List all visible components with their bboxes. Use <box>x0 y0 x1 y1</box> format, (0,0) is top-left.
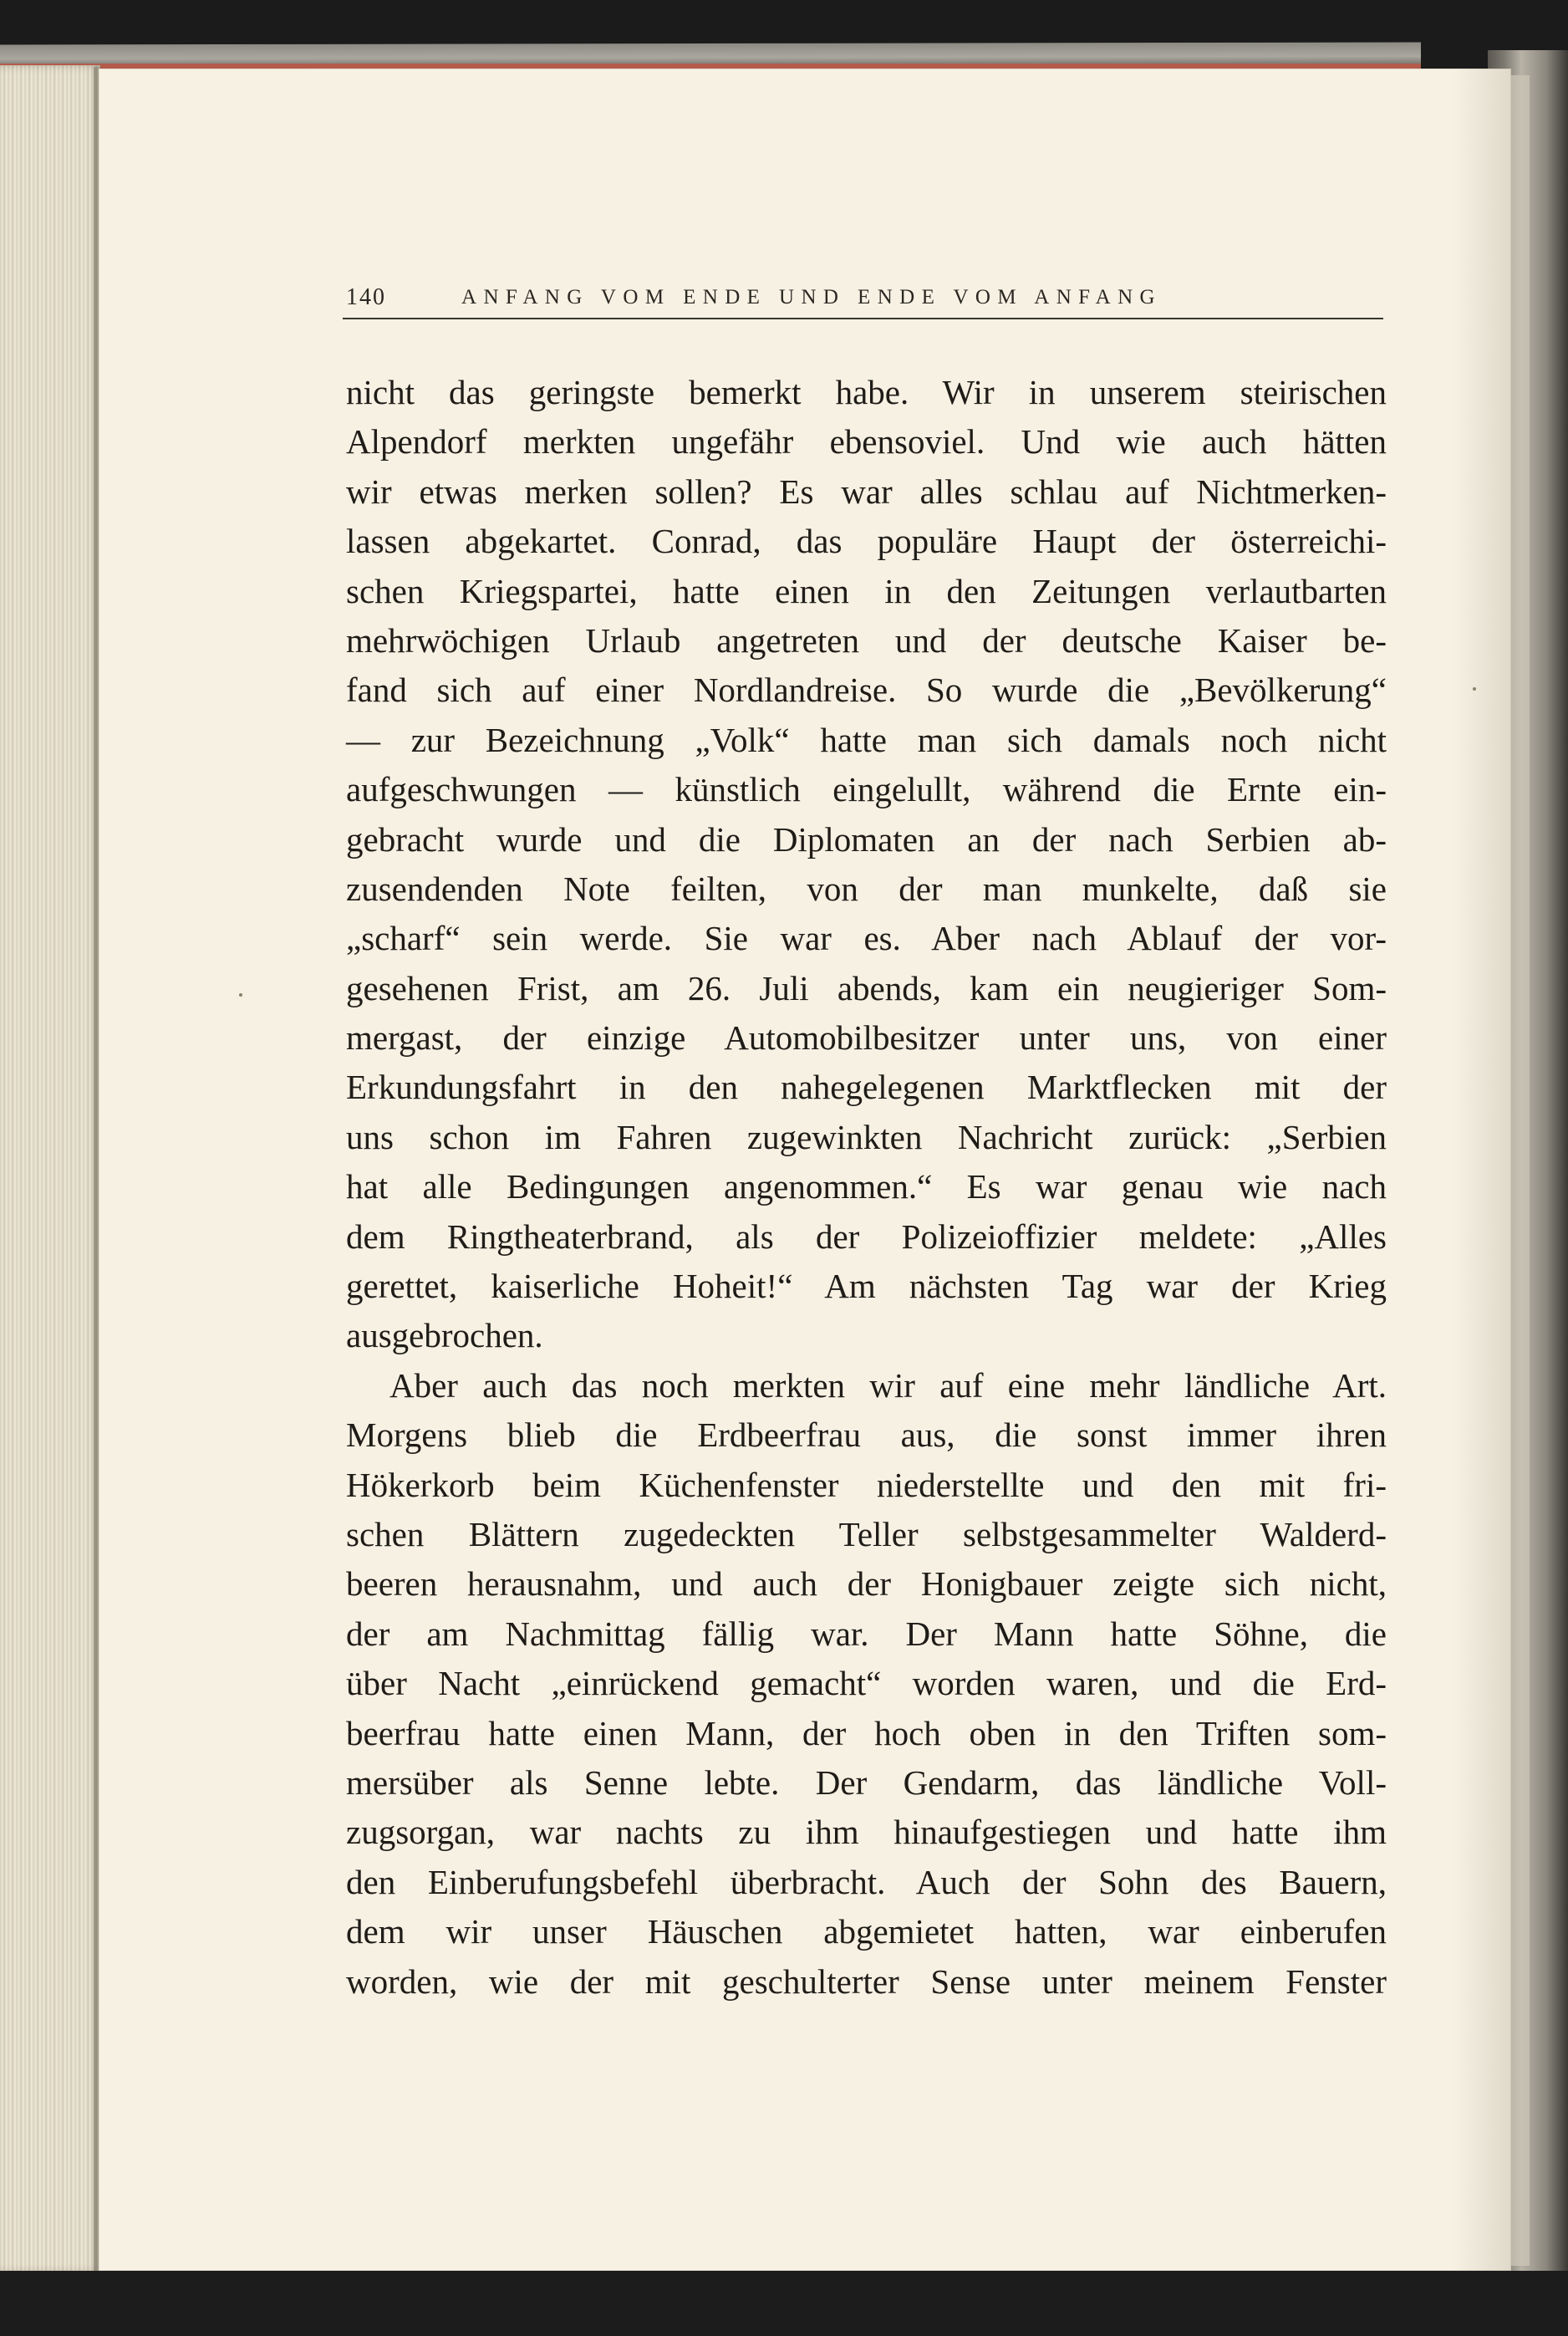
text-line: schen Blättern zugedeckten Teller selbstgesammelter Walderd- <box>346 1514 1387 1553</box>
text-line: „scharf“ sein werde. Sie war es. Aber nach Ablauf der vor- <box>346 919 1387 958</box>
text-line: Aber auch das noch merkten wir auf eine mehr ländliche Art. <box>389 1365 1387 1405</box>
text-line: mersüber als Senne lebte. Der Gendarm, das ländliche Voll- <box>346 1762 1387 1802</box>
text-line: ausgebrochen. <box>346 1316 543 1355</box>
bottom-background <box>0 2271 1568 2336</box>
text-line: beeren herausnahm, und auch der Honigbauer zeigte sich nicht, <box>346 1564 1387 1604</box>
page-stack-edges <box>0 65 100 2272</box>
text-line: über Nacht „einrückend gemacht“ worden waren, und die Erd- <box>346 1664 1387 1703</box>
text-line: lassen abgekartet. Conrad, das populäre Haupt der österreichi- <box>346 522 1387 561</box>
running-header <box>343 279 1383 319</box>
text-line: mergast, der einzige Automobilbesitzer unter uns, von einer <box>346 1018 1387 1058</box>
text-line: dem Ringtheaterbrand, als der Polizeioffizier meldete: „Alles <box>346 1216 1387 1256</box>
text-line: der am Nachmittag fällig war. Der Mann hatte Söhne, die <box>346 1614 1387 1653</box>
text-line: worden, wie der mit geschulterter Sense unter meinem Fenster <box>346 1961 1387 2001</box>
text-line: Morgens blieb die Erdbeerfrau aus, die sonst immer ihren <box>346 1415 1387 1455</box>
text-line: wir etwas merken sollen? Es war alles schlau auf Nichtmerken- <box>346 472 1387 511</box>
paragraph-2 <box>346 1361 1387 2007</box>
text-line: Alpendorf merkten ungefähr ebensoviel. Und wie auch hätten <box>346 422 1387 462</box>
text-line: — zur Bezeichnung „Volk“ hatte man sich damals noch nicht <box>346 720 1387 759</box>
text-line: Erkundungsfahrt in den nahegelegenen Marktflecken mit der <box>346 1068 1387 1107</box>
text-line: gebracht wurde und die Diplomaten an der nach Serbien ab- <box>346 819 1387 859</box>
text-line: beerfrau hatte einen Mann, der hoch oben in den Triften som- <box>346 1713 1387 1752</box>
paragraph-1 <box>346 368 1387 1361</box>
margin-speck <box>1473 687 1476 691</box>
text-line: den Einberufungsbefehl überbracht. Auch der Sohn des Bauern, <box>346 1862 1387 1901</box>
text-line: gesehenen Frist, am 26. Juli abends, kam ein neugieriger Som- <box>346 968 1387 1007</box>
text-line: Hökerkorb beim Küchenfenster niederstellte und den mit fri- <box>346 1465 1387 1504</box>
text-line: zusendenden Note feilten, von der man munkelte, daß sie <box>346 869 1387 908</box>
running-title: ANFANG VOM ENDE UND ENDE VOM ANFANG <box>461 286 1162 309</box>
text-line: gerettet, kaiserliche Hoheit!“ Am nächsten Tag war der Krieg <box>346 1267 1387 1306</box>
margin-speck <box>239 993 242 997</box>
text-line: mehrwöchigen Urlaub angetreten und der deutsche Kaiser be- <box>346 620 1387 660</box>
text-line: dem wir unser Häuschen abgemietet hatten, war einberufen <box>346 1912 1387 1951</box>
text-line: nicht das geringste bemerkt habe. Wir in unserem steirischen <box>346 373 1387 411</box>
text-line: fand sich auf einer Nordlandreise. So wurde die „Bevölkerung“ <box>346 671 1387 710</box>
text-line: aufgeschwungen — künstlich eingelullt, während die Ernte ein- <box>346 770 1387 809</box>
text-line: schen Kriegspartei, hatte einen in den Zeitungen verlautbarten <box>346 571 1387 610</box>
text-line: hat alle Bedingungen angenommen.“ Es war genau wie nach <box>346 1167 1387 1206</box>
page-number: 140 <box>346 284 386 310</box>
body-text <box>346 368 1387 2007</box>
text-line: uns schon im Fahren zugewinkten Nachricht zurück: „Serbien <box>346 1117 1387 1156</box>
text-line: zugsorgan, war nachts zu ihm hinaufgestiegen und hatte ihm <box>346 1813 1387 1852</box>
